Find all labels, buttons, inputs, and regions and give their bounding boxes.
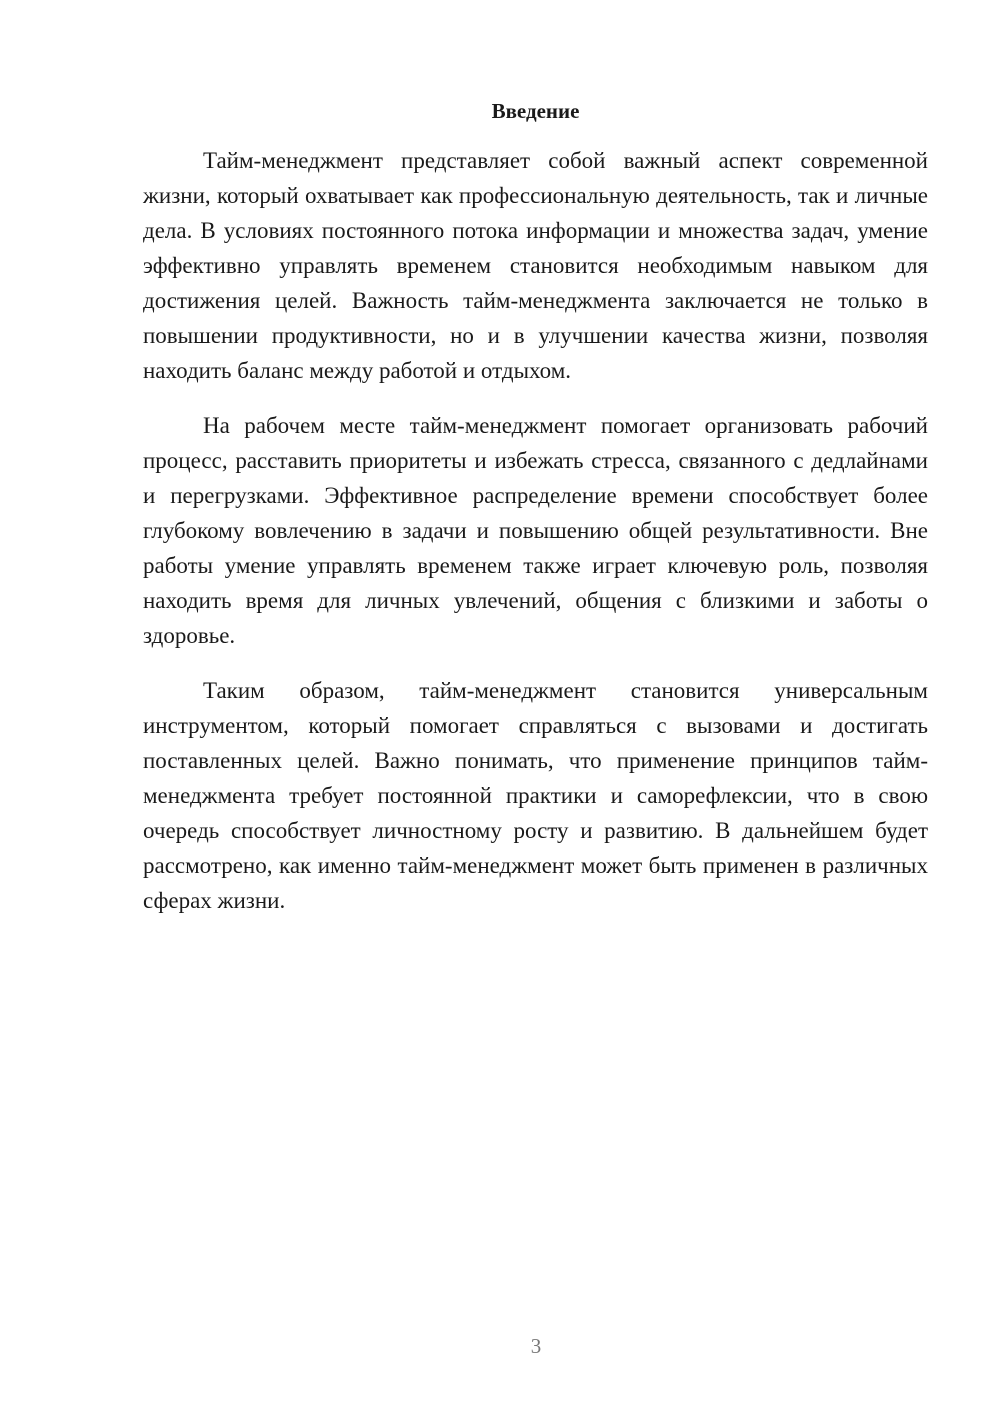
- paragraph-1: Тайм-менеджмент представляет собой важный аспект современной жизни, который охватывает как профессиональную деятельность, так и личные дела. В условиях постоянного потока информации и множества задач, умение эффективно управлять временем становится необходимым навыком для достижения целей. Важность тайм-менеджмента заключается не только в повышении продуктивности, но и в улучшении качества жизни, позволяя находить баланс между работой и отдыхом.: [143, 148, 928, 383]
- section-title: Введение: [491, 99, 580, 123]
- paragraph-2: На рабочем месте тайм-менеджмент помогает организовать рабочий процесс, расставить приоритеты и избежать стресса, связанного с дедлайнами и перегрузками. Эффективное распределение времени способствует более глубокому вовлечению в задачи и повышению общей результативности. Вне работы умение управлять временем также играет ключевую роль, позволяя находить время для личных увлечений, общения с близкими и заботы о здоровье.: [143, 413, 928, 648]
- paragraph-3: Таким образом, тайм-менеджмент становится универсальным инструментом, который помогает справляться с вызовами и достигать поставленных целей. Важно понимать, что применение принципов тайм-менеджмента требует постоянной практики и саморефлексии, что в свою очередь способствует личностному росту и развитию. В дальнейшем будет рассмотрено, как именно тайм-менеджмент может быть применен в различных сферах жизни.: [143, 678, 928, 913]
- page-content: [143, 96, 928, 938]
- page-number: 3: [530, 1334, 542, 1358]
